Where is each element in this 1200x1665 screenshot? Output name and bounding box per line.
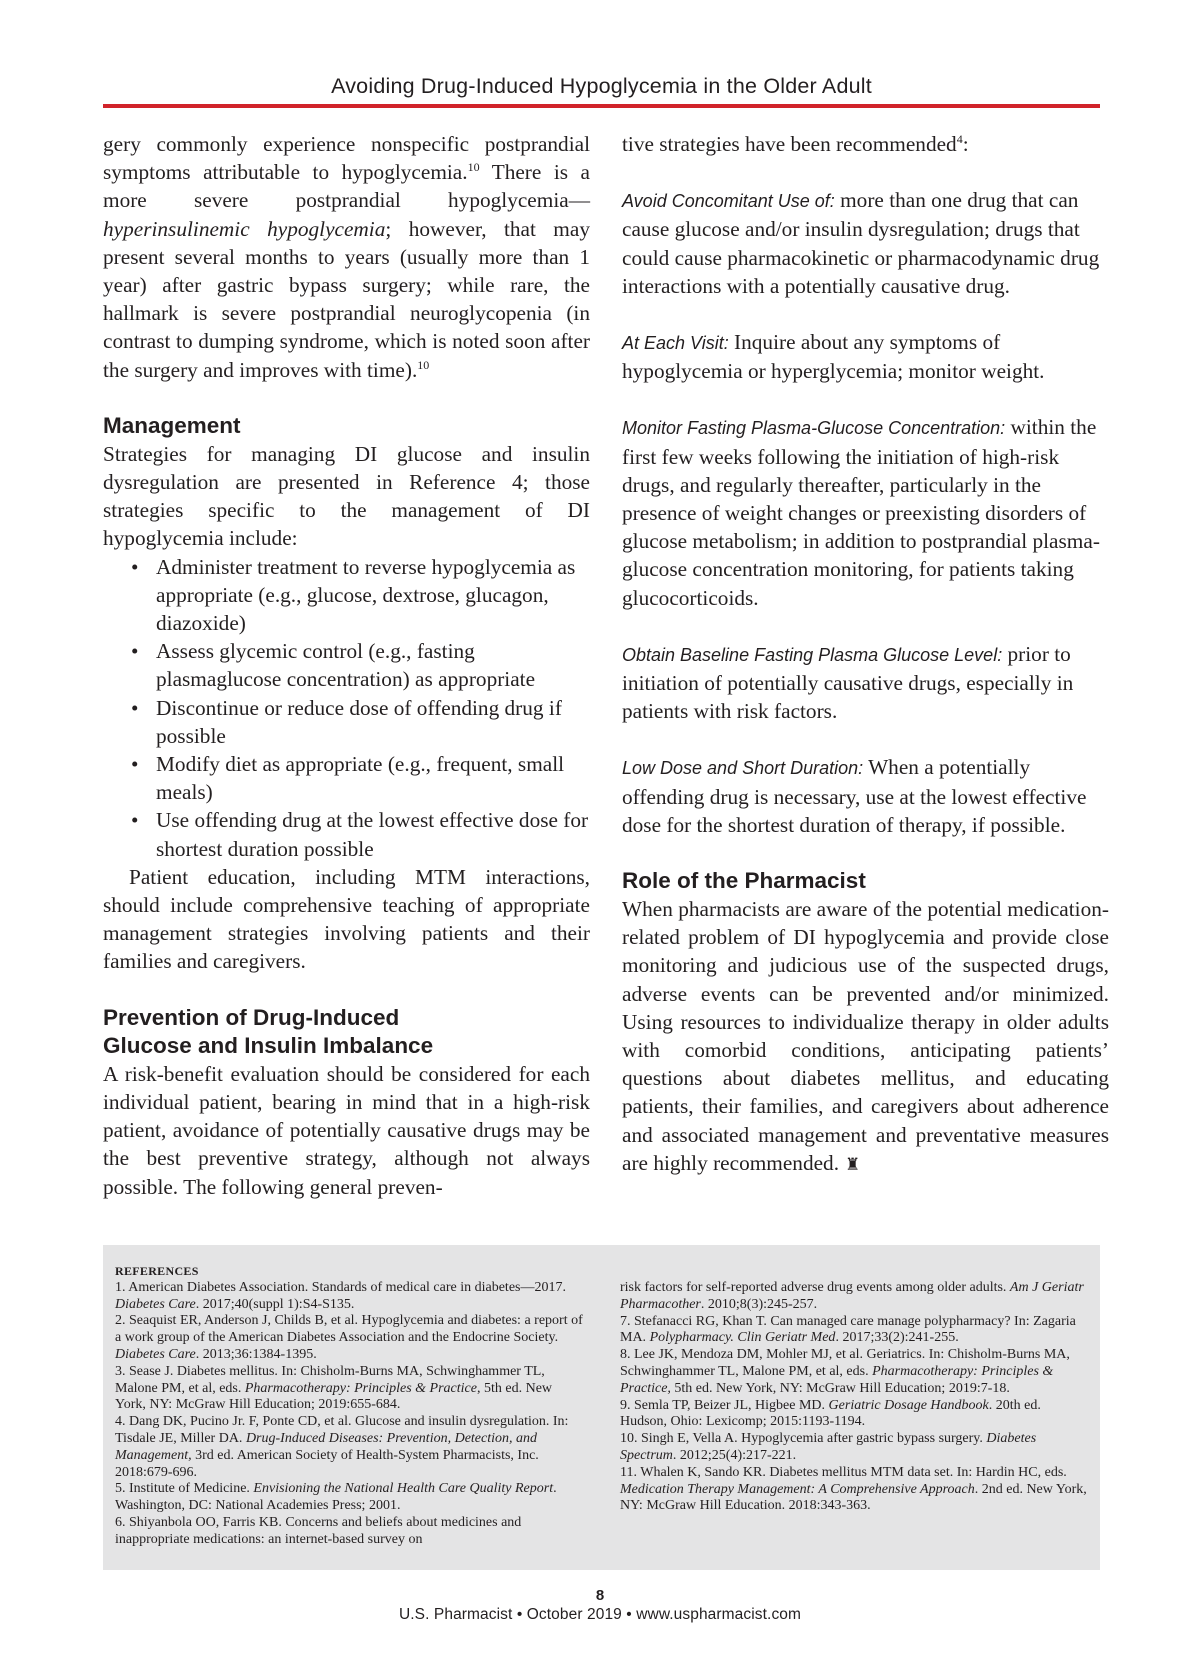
prevention-heading-line2: Glucose and Insulin Imbalance bbox=[103, 1032, 434, 1058]
reference-item: 5. Institute of Medicine. Envisioning the National Health Care Quality Report. Washington, DC: National Academies Press; 2001. bbox=[115, 1481, 557, 1514]
strategy-lead: Obtain Baseline Fasting Plasma Glucose Level: bbox=[622, 644, 1003, 665]
intro-emphasis: hyperinsulinemic hypoglycemia bbox=[103, 216, 386, 241]
citation-ref: 10 bbox=[417, 357, 430, 372]
intro-text-b: There is a more severe postprandial hypoglycemia— bbox=[103, 160, 590, 213]
end-of-article-icon: ♜ bbox=[845, 1154, 861, 1174]
reference-item: 6. Shiyanbola OO, Farris KB. Concerns and beliefs about medicines and inappropriate medications: an internet-based survey on bbox=[115, 1514, 522, 1547]
strategy-text: Inquire about any symptoms of hypoglycemia or hyperglycemia; monitor weight. bbox=[622, 330, 1045, 384]
running-header: Avoiding Drug-Induced Hypoglycemia in the Older Adult bbox=[331, 74, 872, 98]
strategy-paragraph bbox=[622, 328, 1109, 385]
continuation-paragraph bbox=[622, 130, 1109, 158]
pharmacist-text: When pharmacists are aware of the potential medication-related problem of DI hypoglycemia and provide close monitoring and judicious use of the suspected drugs, adverse events can be prevented and/or minimized. Using resources to individualize therapy in older adults with comorbid conditions, anticipating patients’ questions about diabetes mellitus, and educating patients, their families, and caregivers about adherence and associated management and preventative measures are highly recommended. bbox=[622, 897, 1109, 1175]
strategy-lead: Avoid Concomitant Use of: bbox=[622, 191, 835, 212]
management-list bbox=[103, 553, 590, 863]
references-title: REFERENCES bbox=[115, 1264, 199, 1278]
intro-paragraph bbox=[103, 130, 590, 384]
list-item: • Assess glycemic control (e.g., fasting plasmaglucose concentration) as appropriate bbox=[131, 637, 590, 693]
list-item: • Administer treatment to reverse hypoglycemia as appropriate (e.g., glucose, dextrose, glucagon, diazoxide) bbox=[131, 553, 590, 638]
prevention-heading bbox=[103, 1004, 590, 1060]
left-column bbox=[103, 130, 590, 1201]
prevention-heading-line1: Prevention of Drug-Induced bbox=[103, 1004, 400, 1030]
pharmacist-heading: Role of the Pharmacist bbox=[622, 868, 866, 894]
strategy-lead: Low Dose and Short Duration: bbox=[622, 758, 864, 779]
intro-text-a: gery commonly experience nonspecific postprandial symptoms attributable to hypoglycemia. bbox=[103, 132, 590, 185]
page-footer: U.S. Pharmacist • October 2019 • www.uspharmacist.com bbox=[398, 1606, 802, 1623]
strategy-lead: Monitor Fasting Plasma-Glucose Concentration: bbox=[622, 418, 1006, 439]
reference-item: risk factors for self-reported adverse drug events among older adults. Am J Geriatr Pharmacother. 2010;8(3):245-257. bbox=[620, 1280, 1084, 1312]
patient-education-paragraph: Patient education, including MTM interactions, should include comprehensive teaching of appropriate management strategies involving patients and their families and caregivers. bbox=[103, 864, 590, 974]
references-box bbox=[103, 1245, 1100, 1570]
strategy-text: more than one drug that can cause glucose and/or insulin dysregulation; drugs that could cause pharmacokinetic or pharmacodynamic drug interactions with a potentially causative drug. bbox=[622, 188, 1100, 298]
citation-ref: 10 bbox=[467, 160, 480, 175]
page-number: 8 bbox=[595, 1587, 605, 1604]
strategy-lead: At Each Visit: bbox=[622, 333, 729, 354]
reference-item: 4. Dang DK, Pucino Jr. F, Ponte CD, et al. Glucose and insulin dysregulation. In: Tisdale JE, Miller DA. Drug-Induced Diseases: Prevention, Detection, and Management, 3rd ed. American Society of Health-System Pharmacists, Inc. 2018:679-696. bbox=[115, 1414, 569, 1480]
reference-item: 7. Stefanacci RG, Khan T. Can managed care manage polypharmacy? In: Zagaria MA. Polypharmacy. Clin Geriatr Med. 2017;33(2):241-255. bbox=[620, 1313, 1076, 1346]
list-item: • Use offending drug at the lowest effective dose for shortest duration possible bbox=[131, 806, 590, 862]
reference-item: 1. American Diabetes Association. Standards of medical care in diabetes—2017. Diabetes Care. 2017;40(suppl 1):S4-S135. bbox=[115, 1279, 566, 1312]
pharmacist-paragraph bbox=[622, 895, 1109, 1179]
list-item: • Modify diet as appropriate (e.g., frequent, small meals) bbox=[131, 750, 590, 806]
right-column bbox=[622, 130, 1109, 1179]
strategy-text: within the first few weeks following the initiation of high-risk drugs, and regularly thereafter, particularly in the presence of weight changes or preexisting disorders of glucose metabolism; in addition to postprandial plasma-glucose concentration monitoring, for patients taking glucocorticoids. bbox=[622, 415, 1100, 610]
management-heading: Management bbox=[103, 412, 241, 438]
reference-item: 8. Lee JK, Mendoza DM, Mohler MJ, et al. Geriatrics. In: Chisholm-Burns MA, Schwinghammer TL, Malone PM, et al, eds. Pharmacotherapy: Principles & Practice, 5th ed. New York, NY: McGraw Hill Education; 2019:7-18. bbox=[620, 1347, 1070, 1396]
header-rule bbox=[103, 104, 1100, 108]
reference-item: 11. Whalen K, Sando KR. Diabetes mellitus MTM data set. In: Hardin HC, eds. Medication Therapy Management: A Comprehensive Approach. 2nd ed. New York, NY: McGraw Hill Education. 2018:343-363. bbox=[620, 1464, 1087, 1514]
citation-ref: 4 bbox=[956, 131, 963, 146]
reference-item: 2. Seaquist ER, Anderson J, Childs B, et al. Hypoglycemia and diabetes: a report of a work group of the American Diabetes Association and the Endocrine Society. Diabetes Care. 2013;36:1384-1395. bbox=[115, 1313, 583, 1362]
strategy-text: When a potentially offending drug is necessary, use at the lowest effective dose for the shortest duration of therapy, if possible. bbox=[622, 755, 1087, 837]
prevention-paragraph: A risk-benefit evaluation should be considered for each individual patient, bearing in mind that in a high-risk patient, avoidance of potentially causative drugs may be the best preventive strategy, although not always possible. The following general preven- bbox=[103, 1061, 590, 1199]
continuation-text: tive strategies have been recommended bbox=[622, 132, 957, 156]
references-left-column bbox=[115, 1263, 585, 1549]
strategy-paragraph bbox=[622, 186, 1109, 300]
strategy-paragraph bbox=[622, 413, 1109, 611]
list-item: • Discontinue or reduce dose of offending drug if possible bbox=[131, 694, 590, 750]
management-intro: Strategies for managing DI glucose and insulin dysregulation are presented in Reference 4; those strategies specific to the management of DI hypoglycemia include: bbox=[103, 441, 590, 551]
references-right-column bbox=[620, 1280, 1090, 1515]
intro-text-c: ; however, that may present several months to years (usually more than 1 year) after gastric bypass surgery; while rare, the hallmark is severe postprandial neuroglycopenia (in contrast to dumping syndrome, which is noted soon after the surgery and improves with time). bbox=[103, 216, 590, 382]
strategy-paragraph bbox=[622, 753, 1109, 839]
reference-item: 3. Sease J. Diabetes mellitus. In: Chisholm-Burns MA, Schwinghammer TL, Malone PM, et al, eds. Pharmacotherapy: Principles & Practice, 5th ed. New York, NY: McGraw Hill Education; 2019:655-684. bbox=[115, 1363, 553, 1413]
reference-item: 9. Semla TP, Beizer JL, Higbee MD. Geriatric Dosage Handbook. 20th ed. Hudson, Ohio: Lexicomp; 2015:1193-1194. bbox=[620, 1397, 1041, 1430]
reference-item: 10. Singh E, Vella A. Hypoglycemia after gastric bypass surgery. Diabetes Spectrum. 2012;25(4):217-221. bbox=[620, 1431, 1037, 1463]
continuation-end: : bbox=[962, 132, 969, 156]
strategy-text: prior to initiation of potentially causative drugs, especially in patients with risk factors. bbox=[622, 641, 1074, 724]
strategy-paragraph bbox=[622, 640, 1109, 726]
